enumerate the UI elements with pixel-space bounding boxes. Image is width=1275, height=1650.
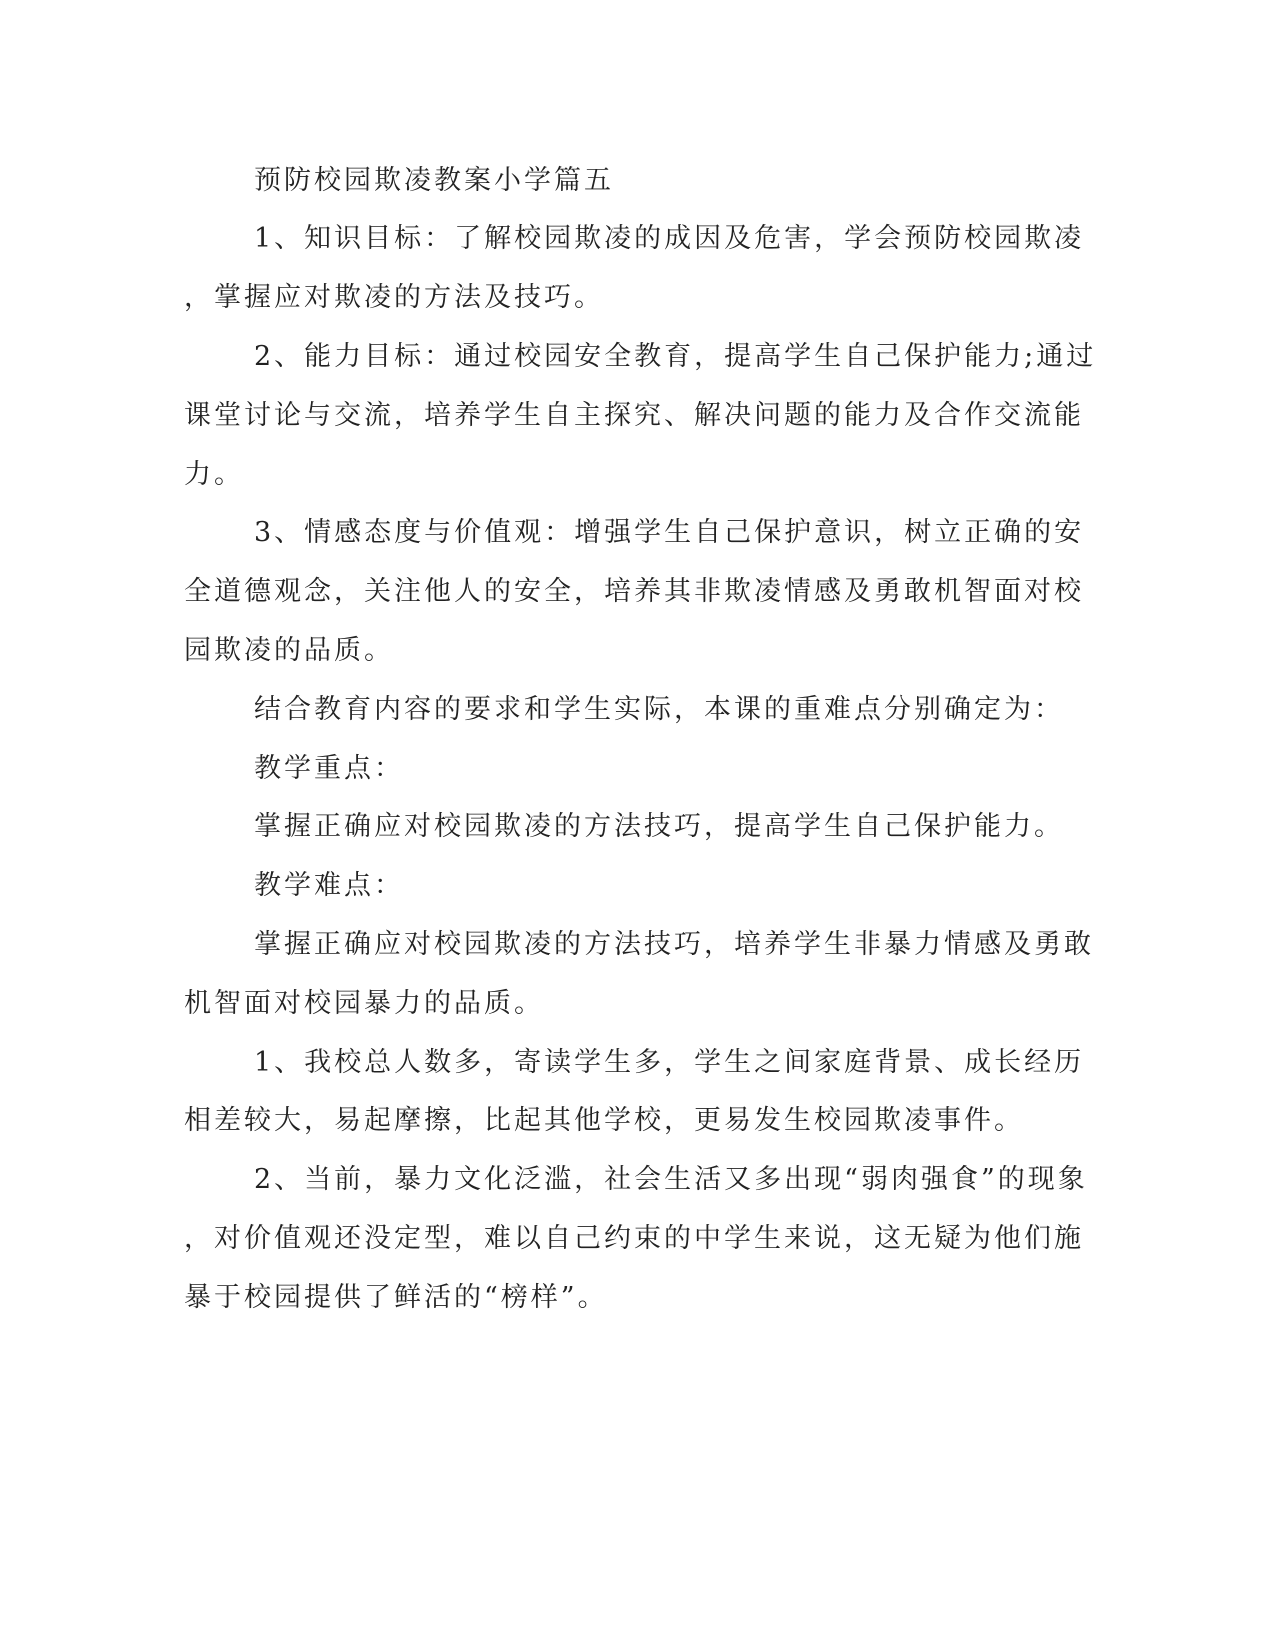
section-heading: 教学难点：: [254, 870, 404, 901]
text-line: 掌握正确应对校园欺凌的方法技巧，培养学生非暴力情感及勇敢: [254, 929, 1094, 960]
text-line: 全道德观念，关注他人的安全，培养其非欺凌情感及勇敢机智面对校: [184, 576, 1084, 607]
document-title: 预防校园欺凌教案小学篇五: [254, 165, 614, 196]
text-line: 相差较大，易起摩擦，比起其他学校，更易发生校园欺凌事件。: [184, 1105, 1024, 1136]
text-line: 课堂讨论与交流，培养学生自主探究、解决问题的能力及合作交流能: [184, 400, 1084, 431]
text-line: 掌握正确应对校园欺凌的方法技巧，提高学生自己保护能力。: [254, 811, 1064, 842]
text-line: 1、知识目标：了解校园欺凌的成因及危害，学会预防校园欺凌: [254, 223, 1085, 254]
text-line: 2、能力目标：通过校园安全教育，提高学生自己保护能力;通过: [254, 341, 1097, 372]
text-line: ，掌握应对欺凌的方法及技巧。: [184, 282, 604, 313]
text-line: 力。: [184, 459, 244, 490]
text-line: 1、我校总人数多，寄读学生多，学生之间家庭背景、成长经历: [254, 1047, 1085, 1078]
section-heading: 教学重点：: [254, 753, 404, 784]
text-line: ，对价值观还没定型，难以自己约束的中学生来说，这无疑为他们施: [184, 1223, 1084, 1254]
text-line: 园欺凌的品质。: [184, 635, 394, 666]
text-line: 2、当前，暴力文化泛滥，社会生活又多出现“弱肉强食”的现象: [254, 1164, 1088, 1195]
text-line: 结合教育内容的要求和学生实际，本课的重难点分别确定为：: [254, 694, 1064, 725]
text-line: 机智面对校园暴力的品质。: [184, 988, 544, 1019]
text-line: 3、情感态度与价值观：增强学生自己保护意识，树立正确的安: [254, 517, 1085, 548]
text-line: 暴于校园提供了鲜活的“榜样”。: [184, 1282, 608, 1313]
